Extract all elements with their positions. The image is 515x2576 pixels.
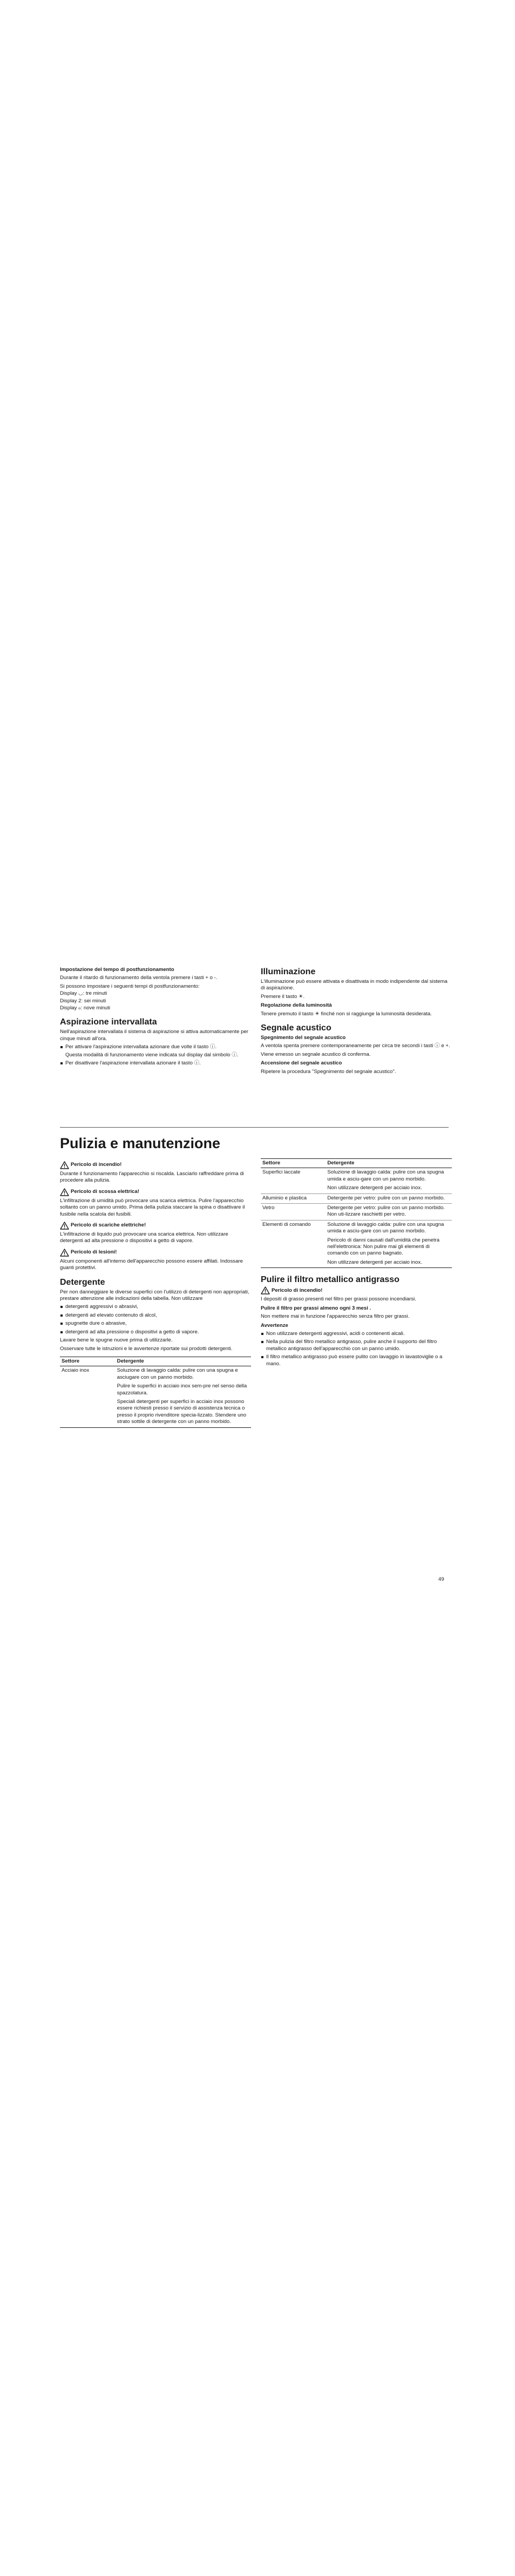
column-header-agent: Detergente	[326, 1159, 452, 1168]
runon-time-instruction: Durante il ritardo di funzionamento della ventola premere i tasti + o -.	[60, 975, 218, 981]
page-number: 49	[438, 1576, 444, 1582]
detergent-title: Detergente	[60, 1277, 105, 1287]
agent-cell: Soluzione di lavaggio calda: pulire con una spugna e asciugare con un panno morbido. Pulire le superfici in acciaio inox sem-pre nel senso della spazzolatura. Speciali detergenti per superfici in acciaio inox possono essere richiesti presso il servizio di assistenza tecnica o presso il proprio rivenditore specia-lizzato. Stendere uno strato sottile di detergente con un panno morbido.	[116, 1366, 251, 1427]
agent-cell: Detergente per vetro: pulire con un panno morbido. Non uti-lizzare raschietti per vetro.	[326, 1204, 452, 1220]
top-left-column	[60, 967, 251, 1067]
interval-on-note: Questa modalità di funzionamento viene indicata sul display dal simbolo ⓘ.	[65, 1051, 239, 1058]
list-item: detergenti ad alta pressione o dispositivi a getto di vapore.	[60, 1329, 251, 1336]
table-row	[261, 1220, 452, 1267]
interval-on-step: Per attivare l'aspirazione intervallata azionare due volte il tasto ⓘ. Questa modalità di funzionamento viene indicata sul display dal simbolo ⓘ.	[60, 1044, 251, 1058]
interval-extraction-title: Aspirazione intervallata	[60, 1017, 157, 1027]
lighting-title: Illuminazione	[261, 967, 316, 976]
filter-fire-warning-text: I depositi di grasso presenti nel filtro per grassi possono incendiarsi.	[261, 1296, 416, 1303]
table-row	[60, 1366, 251, 1427]
column-header-agent: Detergente	[116, 1357, 251, 1366]
table-row	[261, 1193, 452, 1203]
agent-cell: Soluzione di lavaggio calda: pulire con una spugna umida e asciu-gare con un panno morbido. Non utilizzare detergenti per acciaio inox.	[326, 1168, 452, 1193]
signal-on-text: Ripetere la procedura "Spegnimento del segnale acustico".	[261, 1068, 396, 1075]
sponge-note: Lavare bene le spugne nuove prima di utilizzarle.	[60, 1337, 173, 1344]
grease-filter-title: Pulire il filtro metallico antigrasso	[261, 1275, 399, 1285]
display-option-6min: Display 2: sei minuti	[60, 997, 106, 1004]
runon-time-heading: Impostazione del tempo di postfunzionamento	[60, 967, 174, 973]
acoustic-signal-title: Segnale acustico	[261, 1023, 331, 1033]
filter-interval-heading: Pulire il filtro per grassi almeno ogni 3 mesi .	[261, 1305, 371, 1311]
interval-extraction-text: Nell'aspirazione intervallata il sistema di aspirazione si attiva automaticamente per cinque minuti all'ora.	[60, 1029, 248, 1042]
brightness-heading: Regolazione della luminosità	[261, 1002, 332, 1009]
signal-confirm-text: Viene emesso un segnale acustico di conferma.	[261, 1051, 371, 1057]
table-row	[261, 1204, 452, 1220]
warning-triangle-icon	[60, 1249, 69, 1257]
lighting-text: L'illuminazione può essere attivata e disattivata in modo indipendente dal sistema di aspirazione.	[261, 979, 448, 992]
chapter-divider	[60, 1127, 449, 1128]
warning-triangle-icon	[60, 1161, 69, 1169]
column-header-area: Settore	[60, 1357, 116, 1366]
runon-time-intro: Si possono impostare i seguenti tempi di postfunzionamento:	[60, 983, 200, 989]
brightness-text: Tenere premuto il tasto ☀ finché non si raggiunge la luminosità desiderata.	[261, 1010, 432, 1017]
signal-off-heading: Spegnimento del segnale acustico	[261, 1035, 346, 1041]
table-header-row	[60, 1357, 251, 1366]
area-cell: Alluminio e plastica	[261, 1193, 326, 1203]
top-right-column	[261, 967, 452, 1075]
agent-cell: Detergente per vetro: pulire con un panno morbido.	[326, 1193, 452, 1203]
area-cell: Superfici laccate	[261, 1168, 326, 1193]
injury-warning-text: Alcuni componenti all'interno dell'apparecchio possono essere affilati. Indossare guanti protettivi.	[60, 1258, 243, 1271]
filter-fire-warning-heading: Pericolo di incendio!	[261, 1286, 452, 1294]
fire-warning-heading: Pericolo di incendio!	[60, 1161, 251, 1169]
signal-on-heading: Accensione del segnale acustico	[261, 1060, 342, 1067]
list-item: spugnette dure o abrasive,	[60, 1320, 251, 1327]
table-row	[261, 1168, 452, 1193]
shock-warning-text: L'infiltrazione di umidità può provocare una scarica elettrica. Pulire l'apparecchio soltanto con un panno umido. Prima della pulizia staccare la spina o disattivare il fusibile nella scatola dei fusibili.	[60, 1197, 245, 1217]
chapter-title: Pulizia e manutenzione	[60, 1135, 221, 1151]
filter-required-text: Non mettere mai in funzione l'apparecchio senza filtro per grassi.	[261, 1313, 410, 1320]
injury-warning-heading: Pericolo di lesioni!	[60, 1249, 251, 1257]
list-item: Non utilizzare detergenti aggressivi, acidi o contenenti alcali.	[261, 1331, 452, 1337]
cleaning-left-column	[60, 1161, 251, 1428]
agent-cell: Soluzione di lavaggio calda: pulire con una spugna umida e asciu-gare con un panno morbido. Pericolo di danni causati dall'umidità che penetra nell'elettronica: Non pulire mai gli elementi di comando con un panno bagnato. Non utilizzare detergenti per acciaio inox.	[326, 1220, 452, 1267]
warning-triangle-icon	[60, 1188, 69, 1196]
area-cell: Acciaio inox	[60, 1366, 116, 1427]
column-header-area: Settore	[261, 1159, 326, 1168]
list-item: Il filtro metallico antigrasso può essere pulito con lavaggio in lavastoviglie o a mano.	[261, 1354, 452, 1367]
interval-off-step: Per disattivare l'aspirazione intervallata azionare il tasto ⓘ.	[60, 1060, 251, 1067]
discharge-warning-heading: Pericolo di scariche elettriche!	[60, 1222, 251, 1230]
lighting-press-key: Premere il tasto ☀.	[261, 993, 305, 1000]
area-cell: Elementi di comando	[261, 1220, 326, 1267]
cleaning-right-column	[261, 1158, 452, 1367]
display-option-3min: Display ◡: tre minuti	[60, 990, 107, 997]
detergent-intro: Per non danneggiare le diverse superfici con l'utilizzo di detergenti non appropriati, prestare attenzione alle indicazioni della tabella. Non utilizzare	[60, 1289, 249, 1302]
signal-off-text: A ventola spenta premere contemporaneamente per circa tre secondi i tasti ⓘ e +.	[261, 1043, 450, 1049]
discharge-warning-text: L'infiltrazione di liquido può provocare una scarica elettrica. Non utilizzare detergenti ad alta pressione o dispositivi a getto di vapore.	[60, 1231, 228, 1244]
detergent-avoid-list	[60, 1304, 251, 1336]
list-item: detergenti aggressivi o abrasivi,	[60, 1304, 251, 1310]
warning-triangle-icon	[60, 1222, 69, 1230]
cleaning-agent-table-right	[261, 1158, 452, 1268]
warning-triangle-icon	[261, 1286, 270, 1294]
interval-extraction-steps	[60, 1044, 251, 1067]
table-header-row	[261, 1159, 452, 1168]
fire-warning-text: Durante il funzionamento l'apparecchio si riscalda. Lasciarlo raffreddare prima di procedere alla pulizia.	[60, 1171, 244, 1184]
filter-notes-list	[261, 1331, 452, 1367]
area-cell: Vetro	[261, 1204, 326, 1220]
shock-warning-heading: Pericolo di scossa elettrica!	[60, 1188, 251, 1196]
display-option-9min: Display ℴ: nove minuti	[60, 1005, 110, 1011]
list-item: Nella pulizia del filtro metallico antigrasso, pulire anche il supporto del filtro metallico antigrasso dell'apparecchio con un panno umido.	[261, 1339, 452, 1352]
notes-heading: Avvertenze	[261, 1322, 288, 1329]
list-item: detergenti ad elevato contenuto di alcol,	[60, 1312, 251, 1319]
instructions-note: Osservare tutte le istruzioni e le avvertenze riportate sui prodotti detergenti.	[60, 1345, 233, 1352]
cleaning-agent-table-left	[60, 1357, 251, 1428]
